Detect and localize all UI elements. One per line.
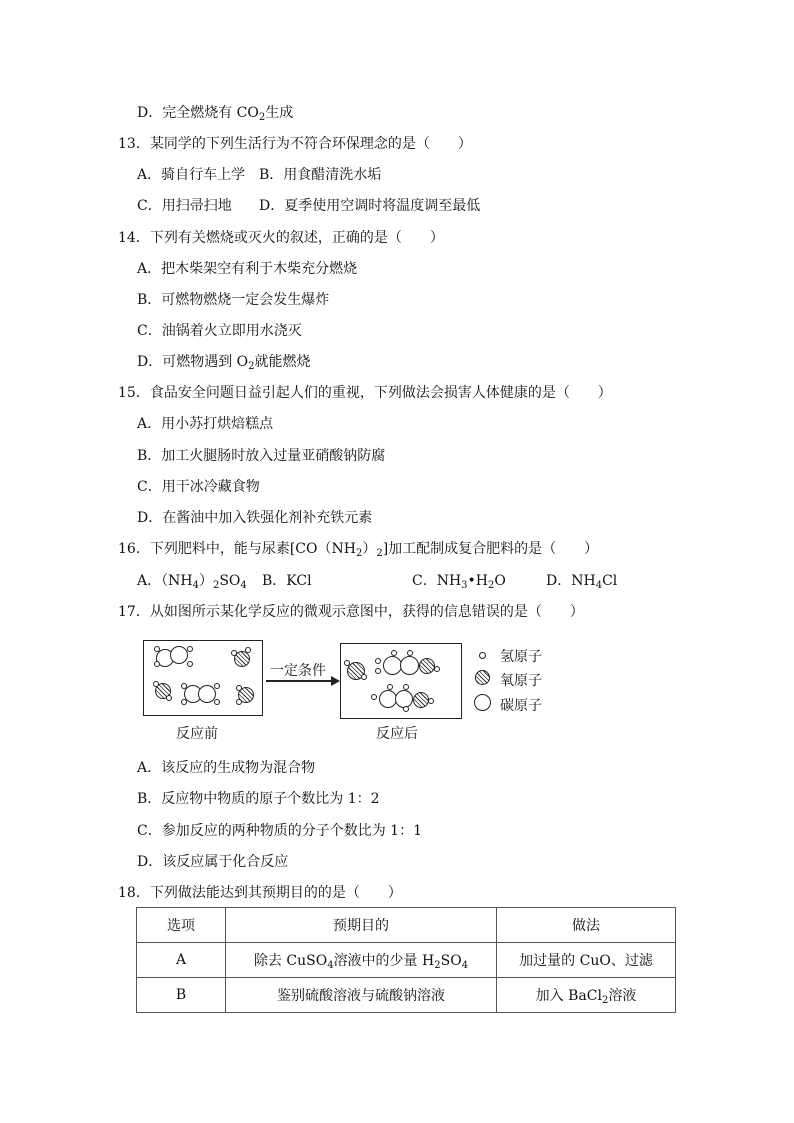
legend-oxygen-label: 氧原子 [500,673,542,689]
hydrogen-atom [403,706,409,712]
table-row [137,978,676,1013]
legend-carbon-label: 碳原子 [500,698,542,714]
q15-option-a: A．用小苏打烘焙糕点 [137,416,274,432]
q13-option-a: A．骑自行车上学 [137,167,246,183]
q14-option-d: D．可燃物遇到 $O_2$就能燃烧 [137,354,311,372]
hydrogen-atom [407,650,413,656]
q16-option-d: D．$NH_4Cl$ [546,573,618,591]
reaction-condition-label: 一定条件 [270,663,326,679]
reaction-arrow [266,680,332,682]
header-goal: 预期目的 [226,908,497,943]
table-row [137,943,676,978]
hydrogen-atom [434,666,440,672]
hydrogen-atom [403,684,409,690]
before-label: 反应前 [176,726,218,742]
header-method: 做法 [497,908,676,943]
q14-stem: 14．下列有关燃烧或灭火的叙述，正确的是（ ） [118,230,444,246]
table-header-row [137,908,676,943]
legend-carbon-icon [474,694,491,711]
hydrogen-atom [153,681,159,687]
hydrogen-atom [236,699,242,705]
q15-option-b: B．加工火腿肠时放入过量亚硝酸钠防腐 [137,448,386,464]
q16-stem: 16．下列肥料中，能与尿素$[CO(NH_2)_2]$加工配制成复合肥料的是（ ） [118,541,599,559]
hydrogen-atom [187,646,193,652]
q16-option-b: B．KCl [262,573,312,589]
row-b-method: 加入 BaCl$_2$溶液 [497,978,676,1013]
oxygen-atom [413,692,429,708]
q17-option-d: D．该反应属于化合反应 [137,854,289,870]
hydrogen-atom [214,683,220,689]
hydrogen-atom [428,698,434,704]
q18-table [136,907,676,1013]
legend-oxygen-icon [475,670,490,685]
header-option: 选项 [137,908,226,943]
reaction-arrow-head [331,676,340,686]
q15-option-d: D．在酱油中加入铁强化剂补充铁元素 [137,510,373,526]
reaction-after-box [340,643,462,719]
carbon-atom [400,656,419,675]
hydrogen-atom [181,699,187,705]
hydrogen-atom [371,694,377,700]
hydrogen-atom [154,646,160,652]
hydrogen-atom [361,674,367,680]
q13-option-b: B．用食醋清洗水垢 [259,167,382,183]
hydrogen-atom [245,647,251,653]
q17-option-b: B．反应物中物质的原子个数比为 1：2 [137,791,380,807]
row-a-option: A [137,943,226,978]
q13-option-d: D．夏季使用空调时将温度调至最低 [259,198,481,214]
row-b-option: B [137,978,226,1013]
legend-hydrogen-label: 氢原子 [500,649,542,665]
hydrogen-atom [344,660,350,666]
q18-stem: 18．下列做法能达到其预期目的的是（ ） [118,885,402,901]
q14-option-b: B．可燃物燃烧一定会发生爆炸 [137,292,330,308]
row-a-goal: 除去 CuSO$_4$溶液中的少量 $H_2SO_4$ [226,943,497,978]
q15-option-c: C．用干冰冷藏食物 [137,479,260,495]
row-b-goal: 鉴别硫酸溶液与硫酸钠溶液 [226,978,497,1013]
q17-stem: 17．从如图所示某化学反应的微观示意图中，获得的信息错误的是（ ） [118,604,584,620]
q13-stem: 13．某同学的下列生活行为不符合环保理念的是（ ） [118,136,472,152]
hydrogen-atom [187,661,193,667]
q14-option-c: C．油锅着火立即用水浇灭 [137,323,302,339]
q13-option-c: C．用扫帚扫地 [137,198,232,214]
carbon-atom [170,646,188,664]
hydrogen-atom [391,650,397,656]
hydrogen-atom [375,668,381,674]
legend-hydrogen-icon [479,652,486,659]
hydrogen-atom [214,699,220,705]
q17-option-a: A．该反应的生成物为混合物 [137,760,316,776]
hydrogen-atom [231,650,237,656]
hydrogen-atom [154,661,160,667]
hydrogen-atom [236,685,242,691]
after-label: 反应后 [376,726,418,742]
q12-option-d: D．完全燃烧有 $CO_2$生成 [137,105,294,123]
hydrogen-atom [166,695,172,701]
hydrogen-atom [181,683,187,689]
hydrogen-atom [375,658,381,664]
q16-option-c: C．$NH_3•H_2O$ [412,573,506,591]
row-a-method: 加过量的 CuO、过滤 [497,943,676,978]
q16-option-a: A．$(NH_4)_2SO_4$ [137,573,247,591]
oxygen-atom [419,658,435,674]
q15-stem: 15．食品安全问题日益引起人们的重视，下列做法会损害人体健康的是（ ） [118,385,612,401]
q17-option-c: C．参加反应的两种物质的分子个数比为 1：1 [137,823,422,839]
hydrogen-atom [387,684,393,690]
q14-option-a: A．把木柴架空有利于木柴充分燃烧 [137,261,358,277]
reaction-before-box [143,640,263,716]
